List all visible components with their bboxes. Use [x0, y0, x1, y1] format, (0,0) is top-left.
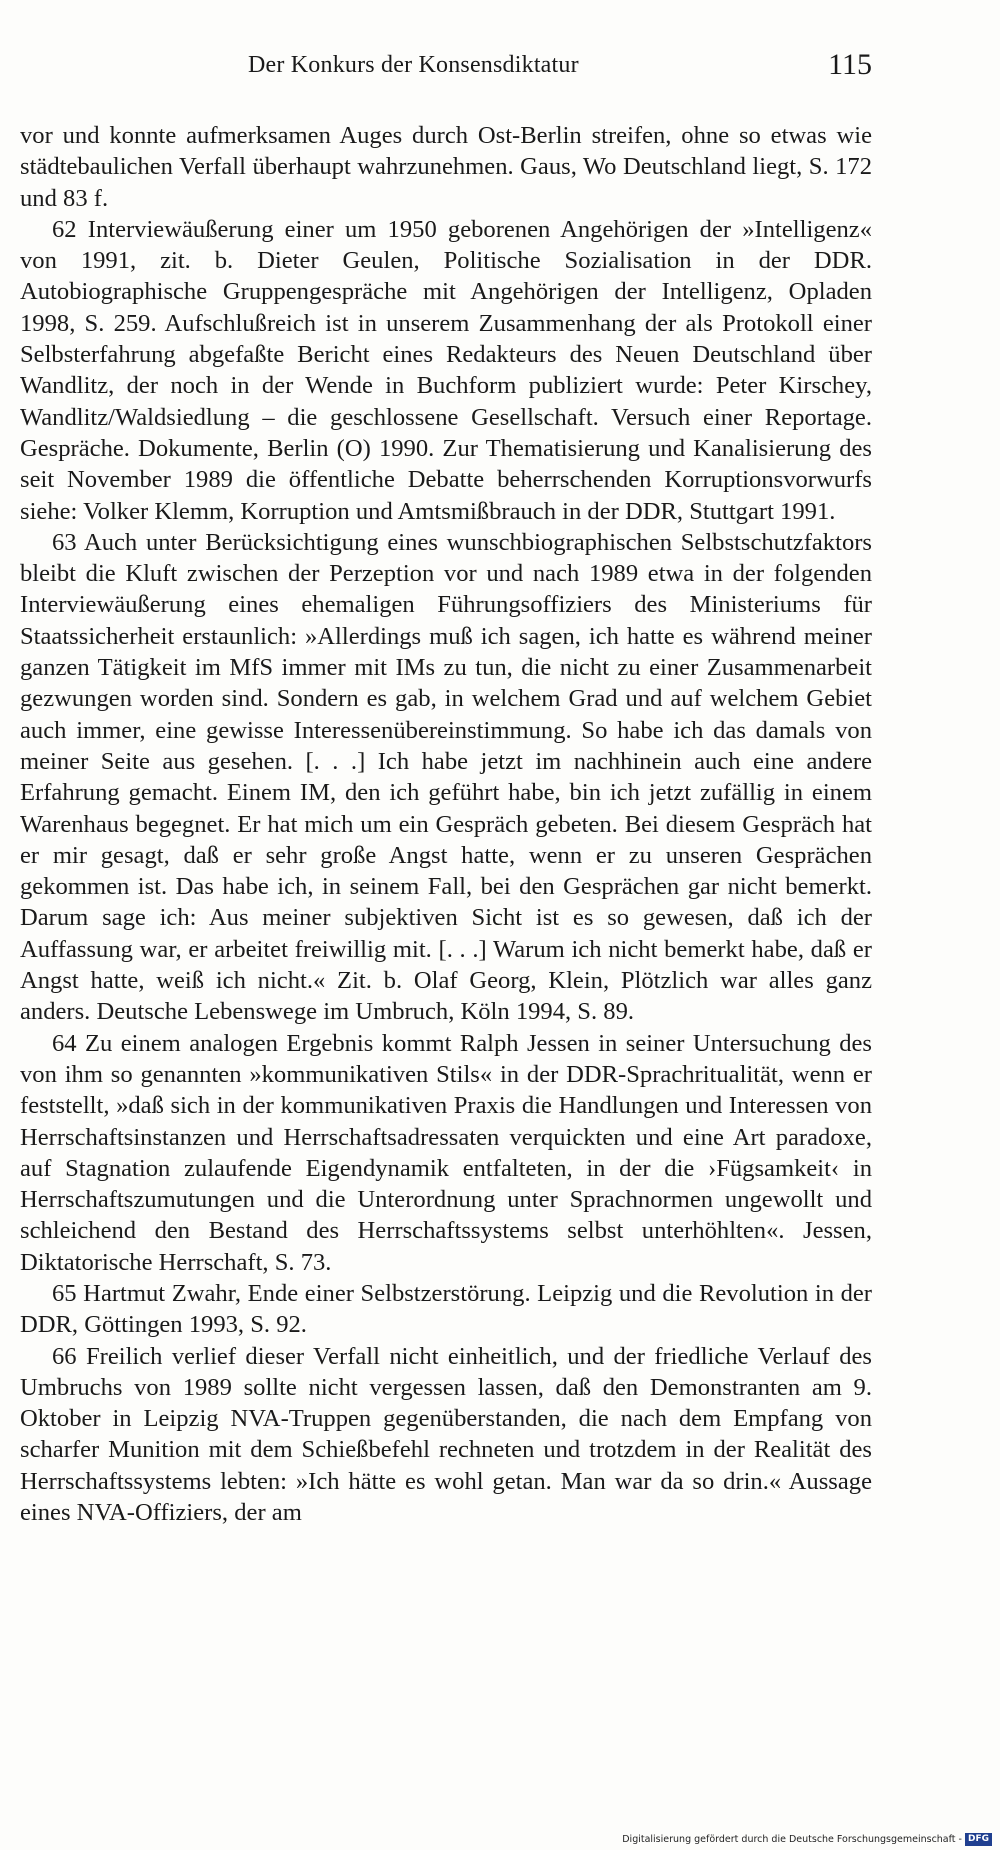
footnote-64: 64 Zu einem analogen Ergebnis kommt Ralph Jessen in seiner Untersuchung des von ihm so genannten »kommunikativen Stils« in der DDR-Sprachritualität, wenn er feststellt, »daß sich in der kommunikativen Praxis die Handlungen und Interessen von Herrschaftsinstanzen und Herrschaftsadressaten verquickten und eine Art paradoxe, auf Stagnation zulaufende Eigendynamik entfalteten, in der die ›Fügsamkeit‹ in Herrschaftszumutungen und die Unterordnung unter Sprachnormen ungewollt und schleichend den Bestand des Herrschaftssystems selbst unterhöhlten«. Jessen, Diktatorische Herrschaft, S. 73. [20, 1029, 872, 1276]
page-header [20, 50, 872, 90]
continuation-paragraph: vor und konnte aufmerksamen Auges durch Ost-Berlin streifen, ohne so etwas wie städtebaulichen Verfall überhaupt wahrzunehmen. Gaus, Wo Deutschland liegt, S. 172 und 83 f. [20, 122, 872, 212]
footnotes-body [20, 120, 872, 1528]
footnote-66: 66 Freilich verlief dieser Verfall nicht einheitlich, und der friedliche Verlauf des Umbruchs von 1989 sollte nicht vergessen lassen, daß den Demonstranten am 9. Oktober in Leipzig NVA-Truppen gegenüberstanden, die nach dem Empfang von scharfer Munition mit dem Schießbefehl rechneten und trotzdem in der Realität des Herrschaftssystems lebten: »Ich hätte es wohl getan. Man war da so drin.« Aussage eines NVA-Offiziers, der am [20, 1342, 872, 1527]
page-number: 115 [828, 48, 872, 81]
dfg-logo-icon: DFG [965, 1833, 992, 1846]
running-title: Der Konkurs der Konsensdiktatur [248, 52, 579, 78]
credit-text: Digitalisierung gefördert durch die Deutsche Forschungsgemeinschaft - [622, 1834, 962, 1845]
footnote-65: 65 Hartmut Zwahr, Ende einer Selbstzerstörung. Leipzig und die Revolution in der DDR, Göttingen 1993, S. 92. [20, 1279, 872, 1339]
footnote-62: 62 Interviewäußerung einer um 1950 geborenen Angehörigen der »Intelligenz« von 1991, zit. b. Dieter Geulen, Politische Sozialisation in der DDR. Autobiographische Gruppengespräche mit Angehörigen der Intelligenz, Opladen 1998, S. 259. Aufschlußreich ist in unserem Zusammenhang der als Protokoll einer Selbsterfahrung abgefaßte Bericht eines Redakteurs des Neuen Deutschland über Wandlitz, der noch in der Wende in Buchform publiziert wurde: Peter Kirschey, Wandlitz/Waldsiedlung – die geschlossene Gesellschaft. Versuch einer Reportage. Gespräche. Dokumente, Berlin (O) 1990. Zur Thematisierung und Kanalisierung des seit November 1989 die öffentliche Debatte beherrschenden Korruptionsvorwurfs siehe: Volker Klemm, Korruption und Amtsmißbrauch in der DDR, Stuttgart 1991. [20, 215, 872, 525]
footnote-63: 63 Auch unter Berücksichtigung eines wunschbiographischen Selbstschutzfaktors bleibt die Kluft zwischen der Perzeption vor und nach 1989 etwa in der folgenden Interviewäußerung eines ehemaligen Führungsoffiziers des Ministeriums für Staatssicherheit erstaunlich: »Allerdings muß ich sagen, ich hatte es während meiner ganzen Tätigkeit im MfS immer mit IMs zu tun, die nicht zu einer Zusammenarbeit gezwungen worden sind. Sondern es gab, in welchem Grad und auf welchem Gebiet auch immer, eine gewisse Interessenübereinstimmung. So habe ich das damals von meiner Seite aus gesehen. [. . .] Ich habe jetzt im nachhinein auch eine andere Erfahrung gemacht. Einem IM, den ich geführt habe, bin ich jetzt zufällig in einem Warenhaus begegnet. Er hat mich um ein Gespräch gebeten. Bei diesem Gespräch hat er mir gesagt, daß er sehr große Angst hatte, wenn er zu unseren Gesprächen gekommen ist. Das habe ich, in seinem Fall, bei den Gesprächen gar nicht bemerkt. Darum sage ich: Aus meiner subjektiven Sicht ist es so gewesen, daß ich der Auffassung war, er arbeitet freiwillig mit. [. . .] Warum ich nicht bemerkt habe, daß er Angst hatte, weiß ich nicht.« Zit. b. Olaf Georg, Klein, Plötzlich war alles ganz anders. Deutsche Lebenswege im Umbruch, Köln 1994, S. 89. [20, 528, 872, 1026]
digitization-credit [622, 1833, 992, 1846]
